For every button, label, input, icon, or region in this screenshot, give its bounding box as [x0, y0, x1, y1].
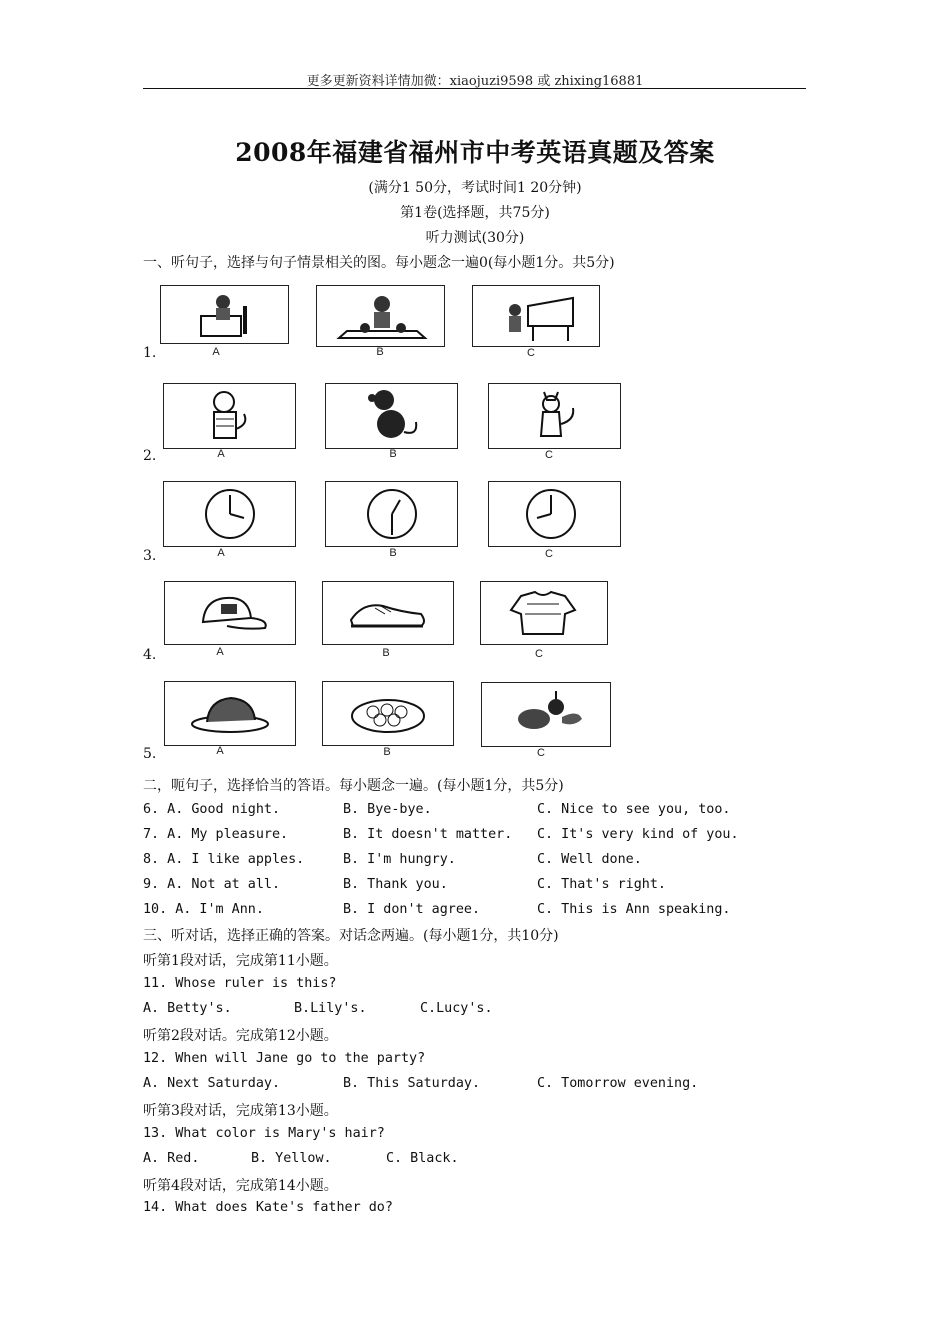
header-note: 更多更新资料详情加微：xiaojuzi9598 或 zhixing16881: [306, 74, 644, 89]
sneaker-icon: [322, 581, 454, 645]
question-6-option-b: B. Bye-bye.: [343, 802, 432, 817]
question-13-option-b: B. Yellow.: [251, 1151, 332, 1166]
question-7-option-b: B. It doesn't matter.: [343, 827, 513, 842]
option-label: B: [382, 647, 390, 659]
chicken-plate-icon: [164, 681, 296, 746]
cat-icon: [488, 383, 621, 449]
option-label: B: [389, 448, 397, 460]
option-label: A: [212, 346, 220, 358]
question-7-option-a: 7. A. My pleasure.: [143, 827, 289, 842]
question-11-option-c: C.Lucy's.: [420, 1001, 493, 1016]
question-11-option-b: B.Lily's.: [294, 1001, 367, 1016]
question-10-option-a: 10. A. I'm Ann.: [143, 902, 264, 917]
tiger-icon: [163, 383, 296, 449]
exam-info: (满分1 50分，考试时间1 20分钟): [368, 180, 582, 196]
question-13: 13. What color is Mary's hair?: [143, 1126, 385, 1141]
question-11-option-a: A. Betty's.: [143, 1001, 232, 1016]
piano-player-icon: [472, 285, 600, 347]
question-10-option-c: C. This is Ann speaking.: [537, 902, 731, 917]
vegetables-icon: [481, 682, 611, 747]
question-12-option-a: A. Next Saturday.: [143, 1076, 281, 1091]
question-13-option-a: A. Red.: [143, 1151, 200, 1166]
option-label: C: [527, 347, 535, 359]
option-label: B: [389, 547, 397, 559]
question-9-option-c: C. That's right.: [537, 877, 666, 892]
option-label: C: [545, 449, 553, 461]
question-12-option-c: C. Tomorrow evening.: [537, 1076, 699, 1091]
option-label: B: [383, 746, 391, 758]
clock-icon: [163, 481, 296, 547]
dialogue-3-note: 听第3段对话，完成第13小题。: [143, 1103, 338, 1119]
listening-title: 听力测试(30分): [425, 230, 525, 246]
option-label: A: [217, 448, 225, 460]
question-14: 14. What does Kate's father do?: [143, 1200, 393, 1215]
question-13-option-c: C. Black.: [386, 1151, 459, 1166]
cap-icon: [164, 581, 296, 645]
section2-instruction: 二，呃句子，选择恰当的答语。每小题念一遍。(每小题1分，共5分): [143, 778, 564, 794]
picture-row-number: 3.: [143, 548, 157, 564]
question-9-option-a: 9. A. Not at all.: [143, 877, 281, 892]
option-label: B: [376, 346, 384, 358]
page-title: 2008年福建省福州市中考英语真题及答案: [235, 138, 715, 167]
header-rule: [143, 88, 806, 89]
question-12-option-b: B. This Saturday.: [343, 1076, 481, 1091]
question-10-option-b: B. I don't agree.: [343, 902, 481, 917]
option-label: A: [217, 547, 225, 559]
option-label: C: [545, 548, 553, 560]
t-shirt-icon: [480, 581, 608, 645]
question-8-option-c: C. Well done.: [537, 852, 642, 867]
question-12: 12. When will Jane go to the party?: [143, 1051, 426, 1066]
section1-instruction: 一、听句子，选择与句子情景相关的图。每小题念一遍0(每小题1分。共5分): [143, 255, 615, 271]
dialogue-1-note: 听第1段对话，完成第11小题。: [143, 953, 338, 969]
question-7-option-c: C. It's very kind of you.: [537, 827, 739, 842]
option-label: A: [216, 745, 224, 757]
picture-row-number: 4.: [143, 647, 157, 663]
question-11: 11. Whose ruler is this?: [143, 976, 337, 991]
dumpling-basket-icon: [322, 681, 454, 746]
question-6-option-c: C. Nice to see you, too.: [537, 802, 731, 817]
picture-row-number: 1.: [143, 345, 157, 361]
section3-instruction: 三、听对话，选择正确的答案。对话念两遍。(每小题1分，共10分): [143, 928, 559, 944]
dialogue-2-note: 听第2段对话。完成第12小题。: [143, 1028, 338, 1044]
person-at-desk-icon: [160, 285, 289, 344]
question-8-option-a: 8. A. I like apples.: [143, 852, 305, 867]
dialogue-4-note: 听第4段对话，完成第14小题。: [143, 1178, 338, 1194]
question-9-option-b: B. Thank you.: [343, 877, 448, 892]
picture-row-number: 2.: [143, 448, 157, 464]
volume-info: 第1卷(选择题，共75分): [400, 205, 550, 221]
question-8-option-b: B. I'm hungry.: [343, 852, 456, 867]
option-label: A: [216, 646, 224, 658]
option-label: C: [535, 648, 543, 660]
clock-icon: [325, 481, 458, 547]
monkey-icon: [325, 383, 458, 449]
picture-row-number: 5.: [143, 746, 157, 762]
clock-icon: [488, 481, 621, 547]
person-at-table-icon: [316, 285, 445, 347]
question-6-option-a: 6. A. Good night.: [143, 802, 281, 817]
option-label: C: [537, 747, 545, 759]
